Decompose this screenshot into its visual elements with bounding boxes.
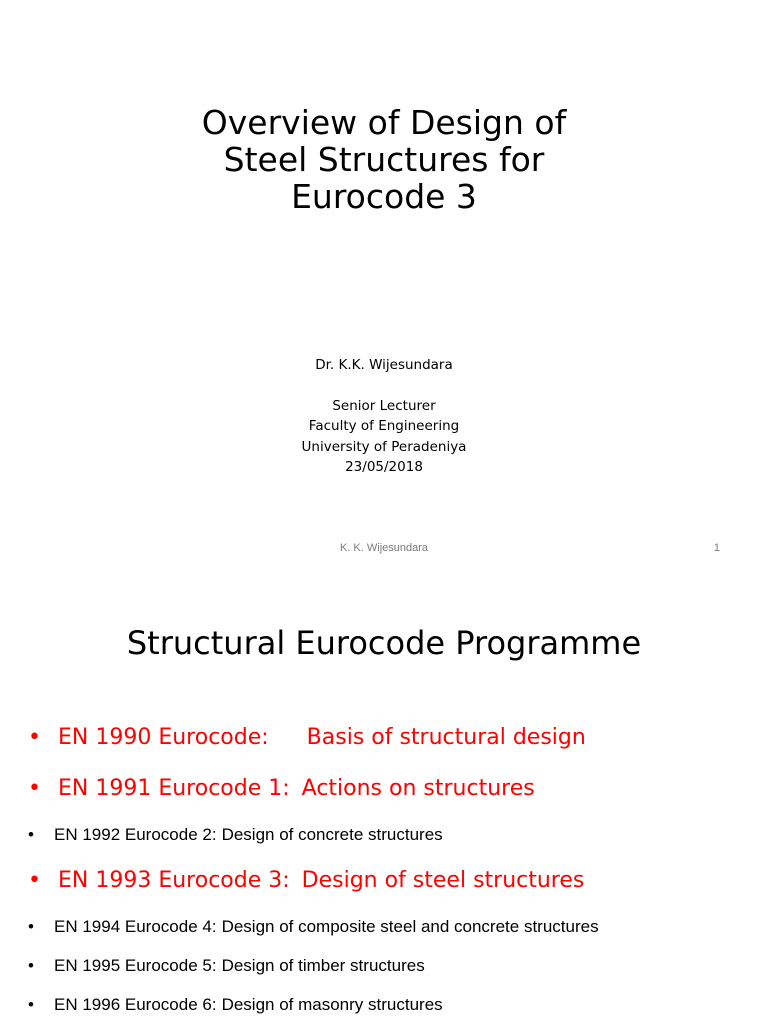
- author-name: Dr. K.K. Wijesundara: [315, 357, 453, 373]
- item-desc: Design of timber structures: [221, 956, 425, 975]
- slide-footer: K. K. Wijesundara: [339, 542, 429, 554]
- list-item: [28, 868, 584, 893]
- bullet-icon: •: [28, 917, 34, 936]
- slide-2: [0, 576, 768, 1024]
- author-position: Senior Lecturer: [332, 397, 436, 414]
- bullet-icon: •: [28, 725, 41, 750]
- author-university: University of Peradeniya: [301, 438, 467, 455]
- author-block: [0, 355, 768, 478]
- bullet-icon: •: [28, 995, 34, 1014]
- item-code: EN 1990 Eurocode:: [58, 725, 269, 750]
- bullet-icon: •: [28, 868, 41, 893]
- item-desc: Basis of structural design: [306, 725, 586, 750]
- list-item: [28, 725, 586, 750]
- page-number: 1: [713, 542, 720, 554]
- item-desc: Design of composite steel and concrete structures: [221, 917, 599, 936]
- slide-title: Structural Eurocode Programme: [126, 624, 642, 662]
- bullet-icon: •: [28, 956, 34, 975]
- bullet-icon: •: [28, 825, 34, 844]
- title-line: Steel Structures for: [223, 140, 545, 179]
- title-line: Overview of Design of: [201, 103, 567, 142]
- item-code: EN 1992 Eurocode 2:: [54, 825, 217, 844]
- item-desc: Design of concrete structures: [221, 825, 443, 844]
- spacer: [0, 376, 768, 396]
- item-code: EN 1993 Eurocode 3:: [58, 868, 290, 893]
- item-code: EN 1995 Eurocode 5:: [54, 956, 217, 975]
- list-item: [28, 917, 599, 937]
- item-desc: Design of steel structures: [301, 868, 585, 893]
- item-desc: Actions on structures: [301, 776, 535, 801]
- slide-title: [0, 104, 768, 215]
- bullet-icon: •: [28, 776, 41, 801]
- list-item: [28, 956, 425, 976]
- list-item: [28, 776, 535, 801]
- author-faculty: Faculty of Engineering: [308, 418, 460, 434]
- title-line: Eurocode 3: [291, 177, 477, 216]
- item-code: EN 1994 Eurocode 4:: [54, 917, 217, 936]
- presentation-date: 23/05/2018: [345, 459, 423, 475]
- item-desc: Design of masonry structures: [221, 995, 443, 1014]
- item-code: EN 1996 Eurocode 6:: [54, 995, 217, 1014]
- item-code: EN 1991 Eurocode 1:: [58, 776, 290, 801]
- list-item: [28, 825, 443, 845]
- list-item: [28, 995, 443, 1015]
